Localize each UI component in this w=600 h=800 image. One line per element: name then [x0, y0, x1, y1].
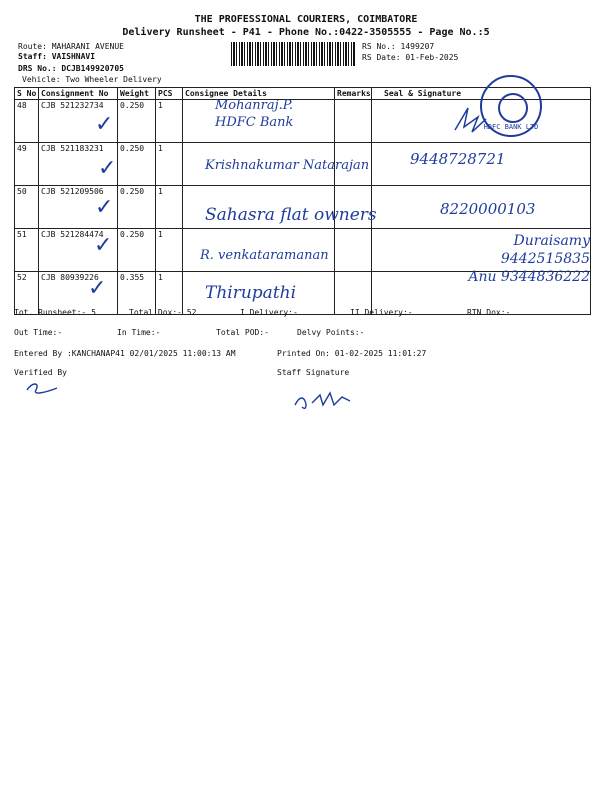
- rtn-dox: RTN Dox:-: [467, 308, 511, 317]
- sno-cell: 52: [15, 272, 39, 315]
- handwritten-consignee: Krishnakumar Natarajan: [205, 158, 370, 173]
- consignment-cell: CJB 80939226: [39, 272, 118, 315]
- route-label: Route: MAHARANI AVENUE: [18, 42, 124, 51]
- runsheet-title: Delivery Runsheet - P41 - Phone No.:0422-3505555 - Page No.:5: [122, 27, 490, 38]
- pcs-cell: 1: [156, 229, 183, 272]
- remarks-cell: [335, 100, 372, 143]
- column-header: Consignment No: [39, 88, 118, 100]
- ii-delivery: II Delivery:-: [350, 308, 413, 317]
- entered-by: Entered By :KANCHANAP41 02/01/2025 11:00:13 AM: [14, 349, 236, 358]
- company-title: THE PROFESSIONAL COURIERS, COIMBATORE: [194, 14, 418, 25]
- staff-label: Staff: VAISHNAVI: [18, 52, 96, 61]
- total-dox: Total Dox:- 52: [129, 308, 197, 317]
- rs-number: RS No.: 1499207: [362, 42, 435, 51]
- check-mark-icon: ✓: [94, 233, 113, 258]
- weight-cell: 0.250: [118, 143, 156, 186]
- handwritten-signature: Duraisamy 9442515835: [500, 233, 590, 267]
- staff-signature-label: Staff Signature: [277, 368, 350, 377]
- handwritten-signature: 8220000103: [440, 200, 536, 218]
- out-time: Out Time:-: [14, 328, 63, 337]
- consignment-cell: CJB 521209506: [39, 186, 118, 229]
- column-header: Weight: [118, 88, 156, 100]
- column-header: Seal & Signature: [372, 88, 591, 100]
- drs-number: DRS No.: DCJB149920705: [18, 64, 124, 73]
- column-header: S No: [15, 88, 39, 100]
- handwritten-consignee: R. venkataramanan: [200, 248, 329, 263]
- sno-cell: 49: [15, 143, 39, 186]
- staff-signature-scribble: [290, 385, 360, 415]
- column-header: Consignee Details: [183, 88, 335, 100]
- remarks-cell: [335, 229, 372, 272]
- consignment-cell: CJB 521284474: [39, 229, 118, 272]
- handwritten-consignee: Thirupathi: [205, 283, 297, 303]
- in-time: In Time:-: [117, 328, 161, 337]
- handwritten-consignee: Mohanraj.P. HDFC Bank: [215, 98, 294, 130]
- sno-cell: 48: [15, 100, 39, 143]
- rs-date: RS Date: 01-Feb-2025: [362, 53, 459, 62]
- verifier-signature: [22, 378, 62, 398]
- stamp-text: HDFC BANK LTD: [483, 123, 539, 131]
- pcs-cell: 1: [156, 272, 183, 315]
- column-header: Remarks: [335, 88, 372, 100]
- sno-cell: 51: [15, 229, 39, 272]
- total-pod: Total POD:-: [216, 328, 269, 337]
- i-delivery: I Delivery:-: [240, 308, 298, 317]
- check-mark-icon: ✓: [95, 112, 114, 137]
- pcs-cell: 1: [156, 143, 183, 186]
- vehicle-label: Vehicle: Two Wheeler Delivery: [22, 75, 162, 84]
- weight-cell: 0.250: [118, 229, 156, 272]
- check-mark-icon: ✓: [95, 195, 114, 220]
- sno-cell: 50: [15, 186, 39, 229]
- delvy-points: Delvy Points:-: [297, 328, 365, 337]
- check-mark-icon: ✓: [88, 276, 107, 301]
- tot-runsheet: Tot. Runsheet:- 5: [14, 308, 96, 317]
- bank-stamp: [480, 75, 542, 137]
- weight-cell: 0.355: [118, 272, 156, 315]
- pcs-cell: 1: [156, 100, 183, 143]
- barcode: [231, 42, 355, 66]
- handwritten-consignee: Sahasra flat owners: [205, 205, 377, 225]
- pcs-cell: 1: [156, 186, 183, 229]
- column-header: PCS: [156, 88, 183, 100]
- check-mark-icon: ✓: [98, 156, 117, 181]
- hdfc-logo-icon: [498, 93, 528, 123]
- weight-cell: 0.250: [118, 186, 156, 229]
- consignment-cell: CJB 521183231: [39, 143, 118, 186]
- consignment-cell: CJB 521232734: [39, 100, 118, 143]
- printed-on: Printed On: 01-02-2025 11:01:27: [277, 349, 427, 358]
- handwritten-signature: 9448728721: [410, 150, 506, 168]
- verified-by-label: Verified By: [14, 368, 67, 377]
- handwritten-signature: Anu 9344836222: [468, 269, 590, 285]
- weight-cell: 0.250: [118, 100, 156, 143]
